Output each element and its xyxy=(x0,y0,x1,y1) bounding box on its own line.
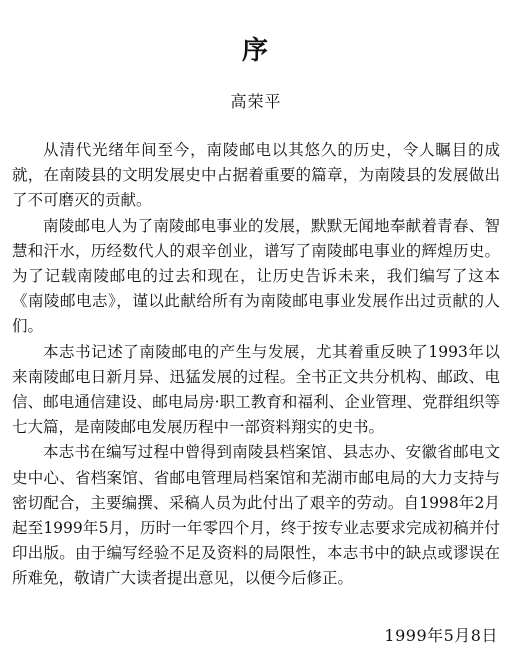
signature-date: 1999年5月8日 xyxy=(384,626,498,645)
paragraph-3: 本志书记述了南陵邮电的产生与发展，尤其着重反映了1993年以来南陵邮电日新月异、迅猛发展的过程。全书正文共分机构、邮政、电信、邮电通信建设、邮电局房·职工教育和福利、企业管理、党群组织等七大篇，是南陵邮电发展历程中一部资料翔实的史书。 xyxy=(12,342,500,437)
preface-body xyxy=(12,138,500,592)
preface-title: 序 xyxy=(241,36,270,66)
paragraph-2: 南陵邮电人为了南陵邮电事业的发展，默默无闻地奉献着青春、智慧和汗水，历经数代人的艰辛创业，谱写了南陵邮电事业的辉煌历史。为了记载南陵邮电的过去和现在，让历史告诉未来，我们编写了这本《南陵邮电志》，谨以此献给所有为南陵邮电事业发展作出过贡献的人们。 xyxy=(12,216,500,336)
paragraph-4: 本志书在编写过程中曾得到南陵县档案馆、县志办、安徽省邮电文史中心、省档案馆、省邮电管理局档案馆和芜湖市邮电局的大力支持与密切配合，主要编撰、采稿人员为此付出了艰辛的劳动。自1998年2月起至1999年5月，历时一年零四个月，终于按专业志要求完成初稿并付印出版。由于编写经验不足及资料的局限性，本志书中的缺点或谬误在所难免，敬请广大读者提出意见，以便今后修正。 xyxy=(12,443,500,588)
author-name: 高荣平 xyxy=(230,92,282,111)
paragraph-1: 从清代光绪年间至今，南陵邮电以其悠久的历史，令人瞩目的成就，在南陵县的文明发展史中占据着重要的篇章，为南陵县的发展做出了不可磨灭的贡献。 xyxy=(12,141,500,210)
